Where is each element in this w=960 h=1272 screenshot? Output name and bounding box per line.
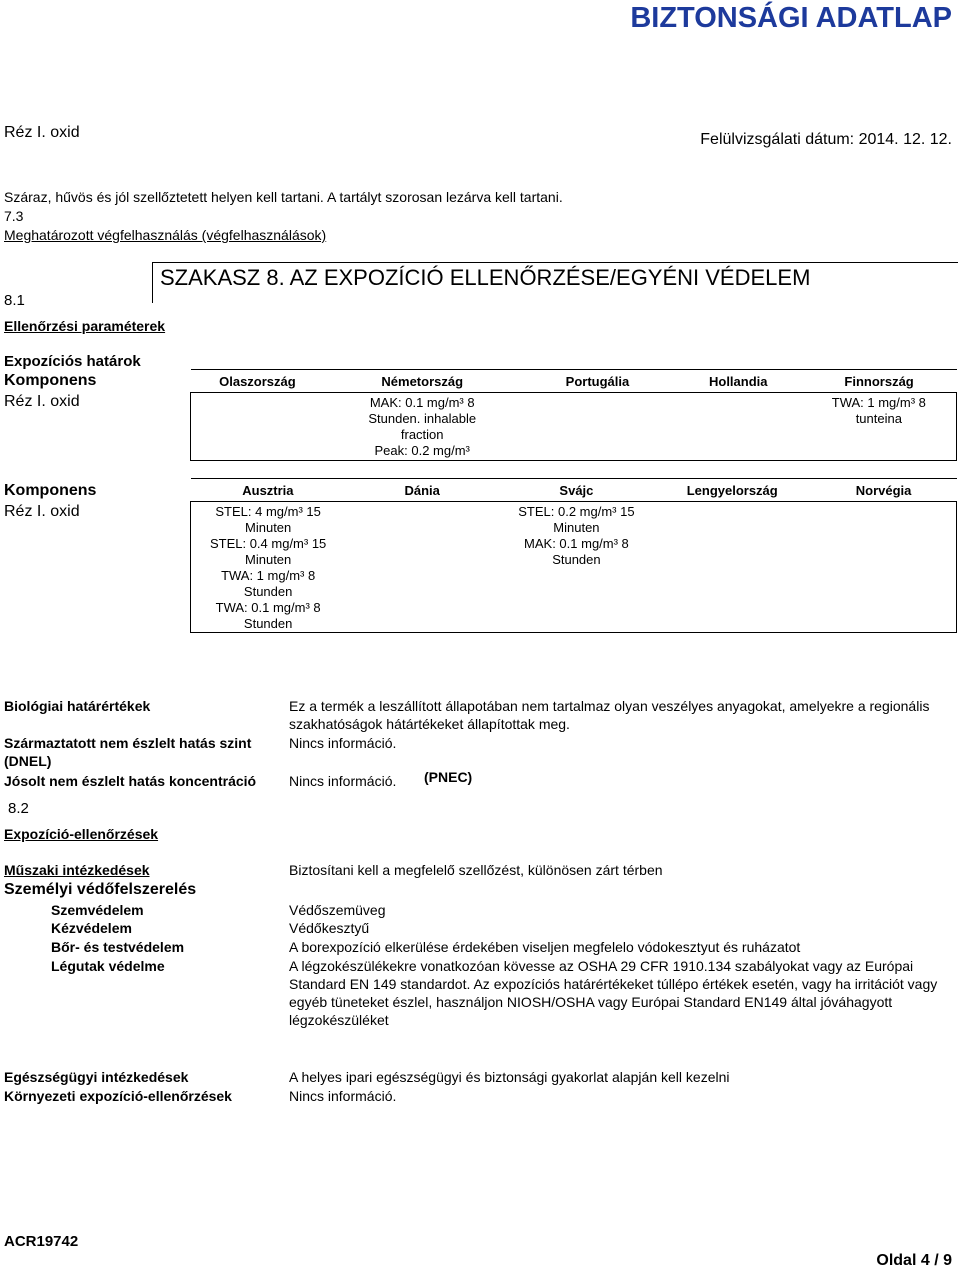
- exposure-limits-table-2: [190, 478, 957, 633]
- table2-header-switzerland: Svájc: [499, 479, 654, 502]
- table1-cell-italy: [191, 393, 325, 461]
- subsection-7-3-title: Meghatározott végfelhasználás (végfelhasználások): [4, 227, 327, 243]
- subsection-8-2-title: Expozíció-ellenőrzések: [4, 826, 159, 842]
- revision-date-block: [700, 131, 952, 149]
- table2-cell-poland: [654, 502, 811, 633]
- hand-protection-label: Kézvédelem: [51, 920, 132, 936]
- dnel-value: Nincs információ.: [289, 735, 397, 751]
- technical-measures-label: Műszaki intézkedések: [4, 862, 150, 878]
- environmental-controls-label: Környezeti expozíció-ellenőrzések: [4, 1088, 232, 1104]
- page-label: Oldal: [876, 1252, 917, 1269]
- storage-text: Száraz, hűvös és jól szellőztetett helyen kell tartani. A tartályt szorosan lezárva kell tartani.: [4, 189, 563, 205]
- subsection-8-1-title: Ellenőrzési paraméterek: [4, 318, 166, 334]
- hand-protection-value: Védőkesztyű: [289, 920, 370, 936]
- skin-protection-label: Bőr- és testvédelem: [51, 939, 185, 955]
- revision-date: 2014. 12. 12.: [858, 131, 952, 148]
- bio-limits-text: Ez a termék a leszállított állapotában nem tartalmaz olyan veszélyes anyagokat, amelyekre a regionális szakhatóságok hátártékeket állapítottak meg.: [289, 698, 930, 732]
- technical-measures-value: Biztosítani kell a megfelelő szellőzést, különösen zárt térben: [289, 862, 663, 878]
- respiratory-protection-value: A légzokészülékekre vonatkozóan kövesse az OSHA 29 CFR 1910.134 szabályokat vagy az Európai Standard EN 149 standardot. Az expozíciós határértékeket túllépo értékek esetén, vagy ha irritációt vagy egyéb tüneteket észlel, használjon NIOSH/OSHA vagy Európai Standard EN149 által jóváhagyott légzokészüléket: [289, 958, 938, 1028]
- product-name: Réz I. oxid: [4, 124, 80, 141]
- eye-protection-label: Szemvédelem: [51, 902, 144, 918]
- table2-cell-switzerland: STEL: 0.2 mg/m³ 15 Minuten MAK: 0.1 mg/m³ 8 Stunden: [499, 502, 654, 633]
- table1-header-netherlands: Hollandia: [675, 370, 802, 393]
- table1-header-italy: Olaszország: [191, 370, 325, 393]
- skin-protection-value: A borexpozíció elkerülése érdekében viseljen megfelelo vódokesztyut és ruházatot: [289, 939, 801, 955]
- footer-product-code: ACR19742: [4, 1233, 79, 1250]
- exposure-limits-title: Expozíciós határok: [4, 353, 141, 370]
- table1-header-finland: Finnország: [802, 370, 957, 393]
- table1-cell-netherlands: [675, 393, 802, 461]
- environmental-controls-value: Nincs információ.: [289, 1088, 397, 1104]
- table2-cell-denmark: [345, 502, 499, 633]
- table1-cell-portugal: [520, 393, 675, 461]
- subsection-7-3-number: 7.3: [4, 208, 24, 224]
- table2-cell-austria: STEL: 4 mg/m³ 15 Minuten STEL: 0.4 mg/m³ 15 Minuten TWA: 1 mg/m³ 8 Stunden TWA: 0.1 mg/m³ 8 Stunden: [191, 502, 346, 633]
- table1-header-germany: Németország: [324, 370, 520, 393]
- page-number: 4 / 9: [920, 1252, 952, 1269]
- subsection-8-1-number: 8.1: [4, 292, 25, 309]
- eye-protection-value: Védőszemüveg: [289, 902, 386, 918]
- subsection-8-2-number: 8.2: [8, 800, 29, 817]
- table2-cell-norway: [811, 502, 957, 633]
- component-name-2: Réz I. oxid: [4, 503, 80, 520]
- dnel-abbr: (DNEL): [4, 753, 52, 769]
- component-label-2: Komponens: [4, 482, 97, 499]
- respiratory-protection-label: Légutak védelme: [51, 958, 165, 974]
- component-label-1: Komponens: [4, 372, 97, 389]
- hygiene-measures-value: A helyes ipari egészségügyi és biztonsági gyakorlat alapján kell kezelni: [289, 1069, 730, 1085]
- table1-header-portugal: Portugália: [520, 370, 675, 393]
- pnec-abbr: (PNEC): [424, 769, 473, 785]
- hygiene-measures-label: Egészségügyi intézkedések: [4, 1069, 189, 1085]
- pnec-value: Nincs információ.: [289, 773, 397, 789]
- section-8-heading: SZAKASZ 8. AZ EXPOZÍCIÓ ELLENŐRZÉSE/EGYÉNI VÉDELEM: [160, 265, 811, 290]
- pnec-label: Jósolt nem észlelt hatás koncentráció: [4, 773, 257, 789]
- table2-header-poland: Lengyelország: [654, 479, 811, 502]
- table2-header-denmark: Dánia: [345, 479, 499, 502]
- bio-limits-label: Biológiai határértékek: [4, 698, 151, 714]
- ppe-title: Személyi védőfelszerelés: [4, 881, 197, 898]
- table1-cell-finland: TWA: 1 mg/m³ 8 tunteina: [802, 393, 957, 461]
- footer-page-indicator: [876, 1252, 952, 1270]
- table2-header-norway: Norvégia: [811, 479, 957, 502]
- dnel-label: Származtatott nem észlelt hatás szint: [4, 735, 252, 751]
- document-title: BIZTONSÁGI ADATLAP: [630, 2, 952, 34]
- component-name-1: Réz I. oxid: [4, 393, 80, 410]
- exposure-limits-table-1: [190, 369, 957, 461]
- revision-label: Felülvizsgálati dátum:: [700, 131, 855, 148]
- table2-header-austria: Ausztria: [191, 479, 346, 502]
- table1-cell-germany: MAK: 0.1 mg/m³ 8 Stunden. inhalable fraction Peak: 0.2 mg/m³: [324, 393, 520, 461]
